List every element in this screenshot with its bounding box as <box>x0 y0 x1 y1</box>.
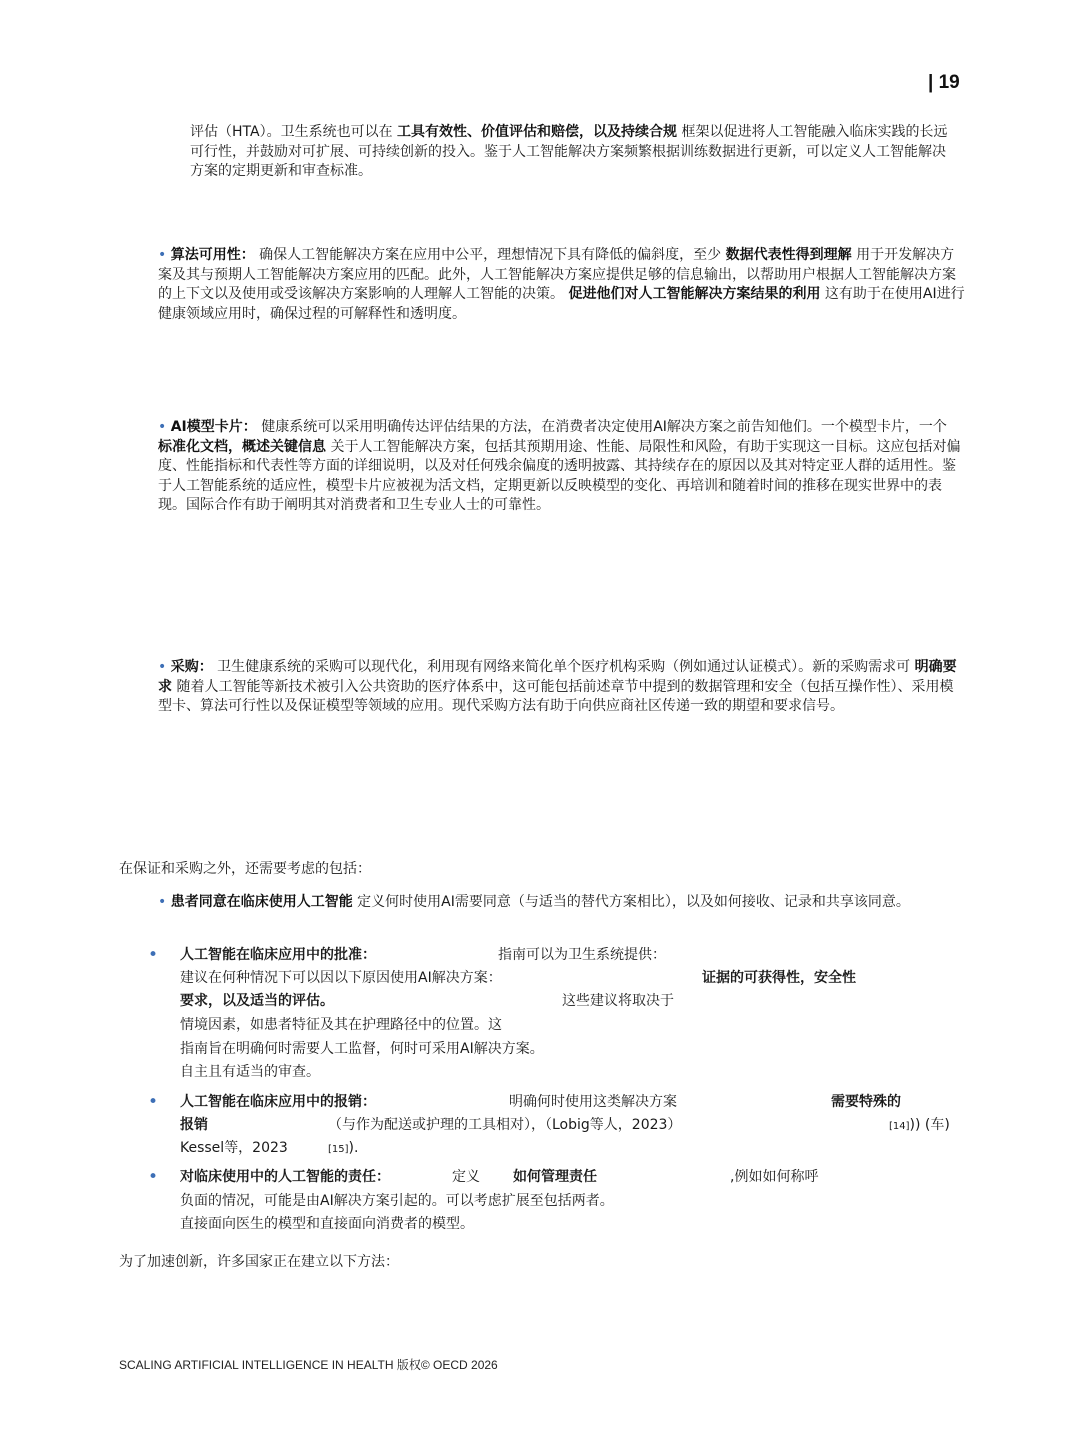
approval-bold: 要求，以及适当的评估。 <box>180 993 334 1009</box>
liability-title: 对临床使用中的人工智能的责任： <box>180 1169 390 1185</box>
bullet-text: 关于人工智能解决方案，包括其预期用途、性能、局限性和风险，有助于实现这一目标。这应包括对偏度、性能指标和代表性等方面的详细说明，以及对任何残余偏度的透明披露、其持续存在的原因以及其对特定亚人群的适用性。鉴于人工智能系统的适应性，模型卡片应被视为活文档，定期更新以反映模型的变化、再培训和随着时间的推移在现实世界中的表现。国际合作有助于阐明其对消费者和卫生专业人士的可靠性。 <box>158 438 961 514</box>
liability-text: 负面的情况，可能是由AI解决方案引起的。可以考虑扩展至包括两者。 <box>180 1193 614 1209</box>
bullet-title: 患者同意在临床使用人工智能 <box>170 894 353 910</box>
intro-text-2: 框架以促进将人工智能融入临床实践的长远可行性，并鼓励对可扩展、可持续创新的投入。鉴于人工智能解决方案频繁根据训练数据进行更新，可以定义人工智能解决方案的定期更新和审查标准。 <box>190 124 948 180</box>
approval-bold: 证据的可获得性，安全性 <box>702 970 856 986</box>
reference-marker: [15] <box>328 1144 349 1155</box>
bullet-marker: • <box>148 1092 159 1112</box>
bullet-bold: 明确要求 <box>158 659 957 695</box>
lead-paragraph-considerations: 在保证和采购之外，还需要考虑的包括： <box>119 861 371 877</box>
bullet-marker: • <box>148 945 159 965</box>
bullet-title: 算法可用性： <box>170 247 255 263</box>
bullet-text: 确保人工智能解决方案在应用中公平，理想情况下具有降低的偏斜度，至少 <box>254 247 726 263</box>
page-footer: SCALING ARTIFICIAL INTELLIGENCE IN HEALTH 版权© OECD 2026 <box>119 1358 498 1372</box>
approval-text: 建议在何种情况下可以因以下原因使用AI解决方案： <box>180 970 502 986</box>
bullet-text: 卫生健康系统的采购可以现代化，利用现有网络来简化单个医疗机构采购（例如通过认证模式）。新的采购需求可 <box>212 659 915 675</box>
bullet-title: AI模型卡片： <box>170 419 257 435</box>
approval-text: 指南旨在明确何时需要人工监督，何时可采用AI解决方案。 <box>180 1041 544 1057</box>
page-number-value: 19 <box>938 72 960 93</box>
intro-text-1: 评估（HTA）。卫生系统也可以在 <box>190 124 398 140</box>
reimbursement-citation <box>889 1116 950 1136</box>
intro-paragraph <box>190 123 958 182</box>
bullet-dot: • <box>158 247 167 263</box>
bullet-text: 这有助于在使用AI进行健康领域应用时，确保过程的可解释性和透明度。 <box>158 286 965 322</box>
bullet-text: 健康系统可以采用明确传达评估结果的方法，在消费者决定使用AI解决方案之前告知他们。一个模型卡片，一个 <box>256 419 947 435</box>
bullet-procurement <box>158 658 964 717</box>
citation-text: ). <box>348 1140 359 1156</box>
liability-text: 定义 <box>452 1169 480 1185</box>
intro-bold-1: 工具有效性、价值评估和赔偿，以及持续合规 <box>397 124 678 140</box>
bullet-dot: • <box>158 419 167 435</box>
reimbursement-title: 人工智能在临床应用中的报销： <box>180 1094 376 1110</box>
bullet-algorithm-usability <box>158 246 966 324</box>
approval-text: 指南可以为卫生系统提供： <box>498 947 666 963</box>
bullet-dot: • <box>158 894 167 910</box>
page-number: | 19 <box>928 72 960 93</box>
bullet-patient-consent <box>158 893 964 913</box>
bullet-text: 用于开发解决方案及其与预期人工智能解决方案应用的匹配。此外，人工智能解决方案应提供足够的信息输出，以帮助用户根据人工智能解决方案的上下文以及使用或受该解决方案影响的人理解人工智能的决策。 <box>158 247 956 303</box>
bullet-marker: • <box>148 1167 159 1187</box>
reference-marker: [14] <box>889 1121 910 1132</box>
bullet-text: 定义何时使用AI需要同意（与适当的替代方案相比），以及如何接收、记录和共享该同意。 <box>352 894 910 910</box>
reimbursement-text: 明确何时使用这类解决方案 <box>509 1094 677 1110</box>
reimbursement-text: Kessel等，2023 <box>180 1140 288 1156</box>
bullet-model-card <box>158 418 964 516</box>
bullet-bold: 促进他们对人工智能解决方案结果的利用 <box>568 286 821 303</box>
approval-text: 这些建议将取决于 <box>562 993 674 1009</box>
citation-text: )) (车) <box>909 1117 950 1133</box>
bullet-text: 随着人工智能等新技术被引入公共资助的医疗体系中，这可能包括前述章节中提到的数据管理和安全（包括互操作性）、采用模型卡、算法可行性以及保证模型等领域的应用。现代采购方法有助于向供应商社区传递一致的期望和要求信号。 <box>158 678 954 715</box>
reimbursement-bold: 报销 <box>180 1117 208 1133</box>
reimbursement-bold: 需要特殊的 <box>831 1094 901 1110</box>
bullet-dot: • <box>158 659 167 675</box>
bullet-title: 采购： <box>170 659 213 675</box>
approval-title: 人工智能在临床应用中的批准： <box>180 947 376 963</box>
reimbursement-text: （与作为配送或护理的工具相对），（Lobig等人，2023） <box>328 1117 682 1133</box>
approval-text: 自主且有适当的审查。 <box>180 1064 320 1080</box>
bullet-bold: 标准化文档，概述关键信息 <box>158 438 326 455</box>
liability-text: ,例如如何称呼 <box>730 1169 819 1185</box>
liability-text: 直接面向医生的模型和直接面向消费者的模型。 <box>180 1216 474 1232</box>
liability-bold: 如何管理责任 <box>513 1169 597 1185</box>
approval-text: 情境因素，如患者特征及其在护理路径中的位置。这 <box>180 1017 502 1033</box>
lead-paragraph-innovation: 为了加速创新，许多国家正在建立以下方法： <box>119 1254 399 1270</box>
reimbursement-citation <box>328 1139 358 1159</box>
bullet-bold: 数据代表性得到理解 <box>725 247 852 263</box>
